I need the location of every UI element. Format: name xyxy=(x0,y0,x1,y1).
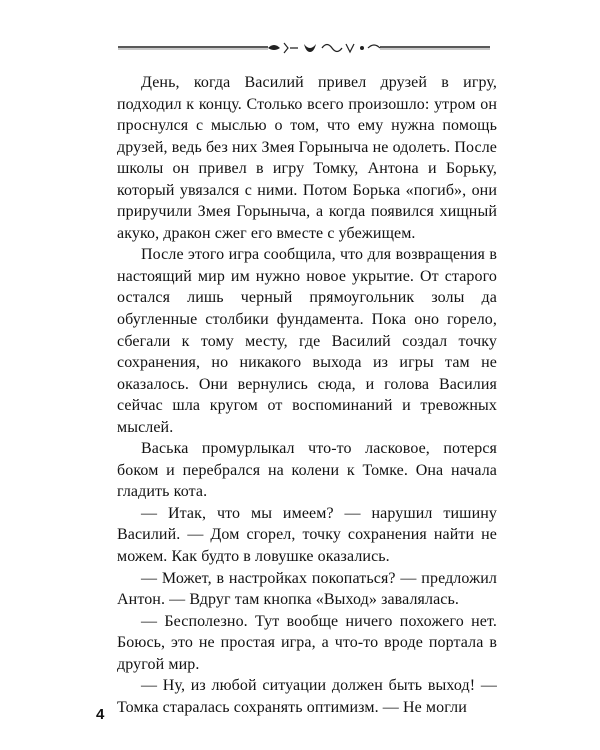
paragraph: Васька промурлыкал что-то ласковое, потерся боком и перебрался на колени к Томке. Она начала гладить кота. xyxy=(117,440,497,501)
page-body xyxy=(117,72,497,718)
header-ornament xyxy=(118,38,490,54)
paragraph: — Ну, из любой ситуации должен быть выход! — Томка старалась сохранять оптимизм. — Не могли xyxy=(117,677,497,716)
page-number: 4 xyxy=(96,706,105,723)
paragraph: — Может, в настройках покопаться? — предложил Антон. — Вдруг там кнопка «Выход» завалялась. xyxy=(117,569,497,609)
paragraph: После этого игра сообщила, что для возвращения в настоящий мир им нужно новое укрытие. От старого остался лишь черный прямоугольник золы да обугленные столбики фундамента. Пока оно горело, сбегали к тому месту, где Василий создал точку сохранения, но никакого выхода из игры там не оказалось. Они вернулись сюда, и голова Василия сейчас шла кругом от воспоминаний и тревожных мыслей. xyxy=(117,246,497,436)
paragraph: День, когда Василий привел друзей в игру, подходил к концу. Столько всего произошло: утром он проснулся с мыслью о том, что ему нужна помощь друзей, ведь без них Змея Горыныча не одолеть. После школы он привел в игру Томку, Антона и Борьку, который увязался с ними. Потом Борька «погиб», они приручили Змея Горыныча, а когда появился хищный акуко, дракон сжег его вместе с убежищем. xyxy=(117,74,497,242)
paragraph: — Итак, что мы имеем? — нарушил тишину Василий. — Дом сгорел, точку сохранения найти не можем. Как будто в ловушке оказались. xyxy=(117,504,497,566)
paragraph: — Бесполезно. Тут вообще ничего похожего нет. Боюсь, это не простая игра, а что-то вроде портала в другой мир. xyxy=(117,612,497,673)
